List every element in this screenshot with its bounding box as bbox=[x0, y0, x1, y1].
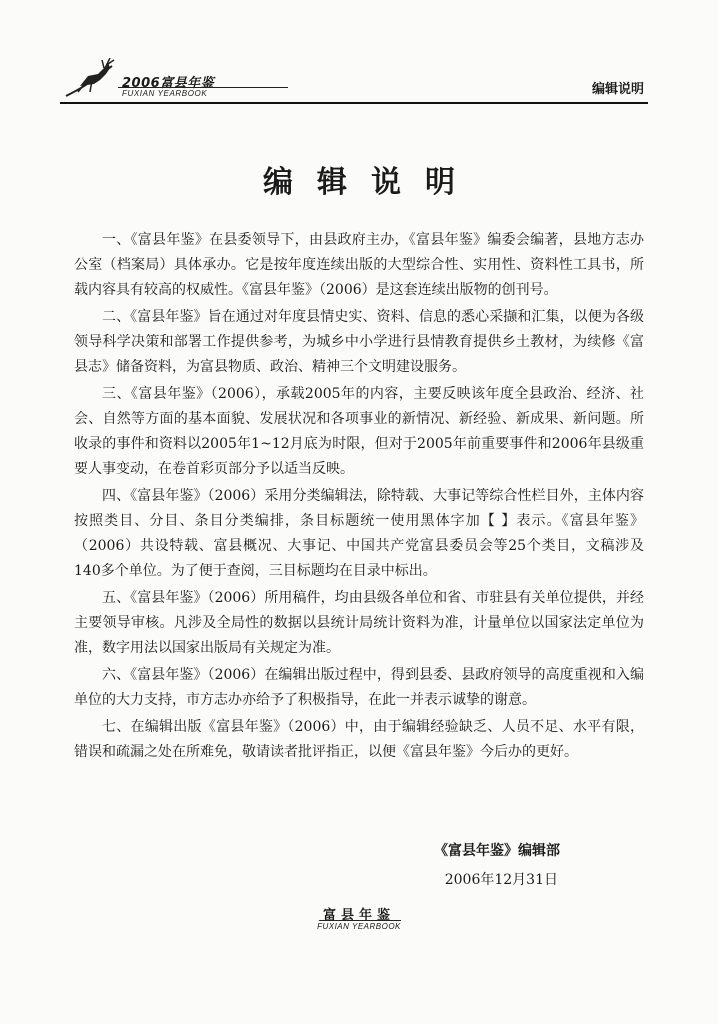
paragraph-2: 二、《富县年鉴》旨在通过对年度县情史实、资料、信息的悉心采撷和汇集，以便为各级领导科学决策和部署工作提供参考，为城乡中小学进行县情教育提供乡土教材，为续修《富县志》储备资料，为富县物质、政治、精神三个文明建设服务。 bbox=[74, 309, 644, 375]
deer-logo-icon bbox=[60, 58, 120, 102]
header-rule bbox=[60, 102, 648, 104]
yearbook-title: 2006富县年鉴 bbox=[122, 76, 215, 91]
footer-subtitle: FUXIAN YEARBOOK bbox=[317, 922, 401, 931]
yearbook-subtitle: FUXIAN YEARBOOK bbox=[122, 89, 208, 98]
paragraph-6: 六、《富县年鉴》（2006）在编辑出版过程中，得到县委、县政府领导的高度重视和入编单位的大力支持，市方志办亦给予了积极指导，在此一并表示诚挚的谢意。 bbox=[74, 667, 644, 708]
page-title: 编辑说明 bbox=[263, 165, 479, 200]
signature-date: 2006年12月31日 bbox=[444, 872, 558, 888]
paragraph-3: 三、《富县年鉴》（2006），承载2005年的内容，主要反映该年度全县政治、经济、社会、自然等方面的基本面貌、发展状况和各项事业的新情况、新经验、新成果、新问题。所收录的事件和资料以2005年1~12月底为时限，但对于2005年前重要事件和2006年县级重要人事变动，在卷首彩页部分予以适当反映。 bbox=[74, 386, 644, 477]
footer-rule bbox=[319, 920, 401, 921]
footer-title: 富县年鉴 bbox=[322, 908, 395, 923]
section-label: 编辑说明 bbox=[591, 82, 644, 97]
body-text bbox=[74, 228, 644, 767]
paragraph-7: 七、在编辑出版《富县年鉴》（2006）中，由于编辑经验缺乏、人员不足、水平有限，错误和疏漏之处在所难免，敬请读者批评指正，以便《富县年鉴》今后办的更好。 bbox=[74, 719, 644, 760]
header-title-underline bbox=[118, 87, 288, 88]
paragraph-5: 五、《富县年鉴》（2006）所用稿件，均由县级各单位和省、市驻县有关单位提供，并经主要领导审核。凡涉及全局性的数据以县统计局统计资料为准，计量单位以国家法定单位为准，数字用法以国家出版局有关规定为准。 bbox=[74, 590, 644, 656]
paragraph-4: 四、《富县年鉴》（2006）采用分类编辑法，除特载、大事记等综合性栏目外，主体内容按照类目、分目、条目分类编排，条目标题统一使用黑体字加【 】表示。《富县年鉴》（2006）共设特载、富县概况、大事记、中国共产党富县委员会等25个类目，文稿涉及140多个单位。为了便于查阅，三目标题均在目录中标出。 bbox=[74, 488, 644, 579]
signature-name: 《富县年鉴》编辑部 bbox=[434, 843, 560, 859]
page-header bbox=[60, 58, 648, 104]
paragraph-1: 一、《富县年鉴》在县委领导下，由县政府主办，《富县年鉴》编委会编著，县地方志办公室（档案局）具体承办。它是按年度连续出版的大型综合性、实用性、资料性工具书，所载内容具有较高的权威性。《富县年鉴》（2006）是这套连续出版物的创刊号。 bbox=[74, 232, 644, 298]
